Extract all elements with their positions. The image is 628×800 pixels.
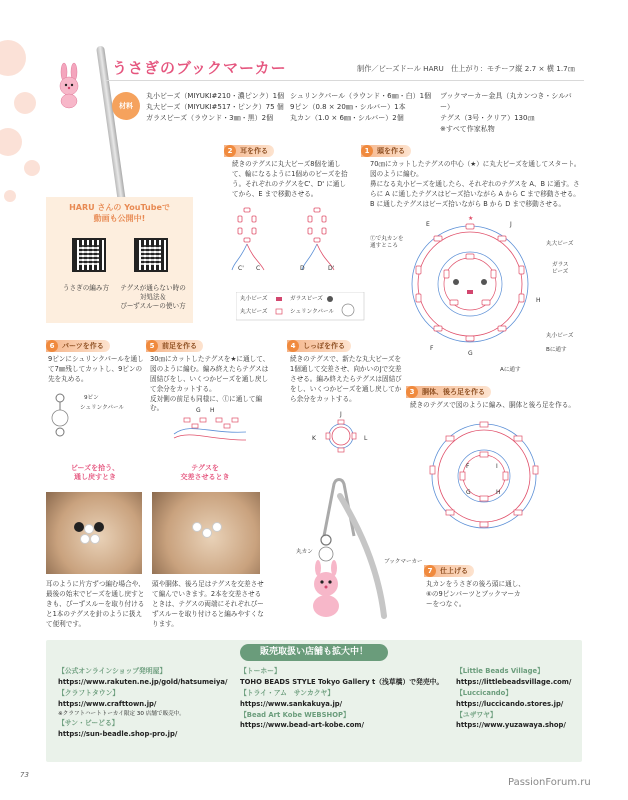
svg-text:G: G	[196, 407, 201, 414]
step-6-text: 9ピンにシュリンクパールを通して7㎜残してカットし、9ピンの先を丸める。	[48, 355, 144, 383]
label-maru-dai: 丸大ビーズ	[546, 241, 574, 247]
label-bookmarker: ブックマーカー	[384, 559, 423, 565]
step-4-header	[287, 340, 351, 352]
shop-list-2	[240, 666, 452, 731]
svg-text:★: ★	[468, 215, 474, 222]
label-maru-ko: 丸小ビーズ	[546, 333, 574, 339]
photo-threading-left	[46, 492, 142, 574]
step-7-header	[424, 565, 474, 577]
material-item: ブックマーカー金具（丸カンつき・シルバー）	[440, 92, 572, 111]
step-3-text: 続きのテグスで図のように編み、胴体と後ろ足を作る。	[410, 401, 575, 409]
materials-badge: 材料	[112, 92, 140, 120]
svg-text:C': C'	[238, 265, 244, 272]
qr-code-icon[interactable]	[134, 238, 168, 272]
svg-text:F: F	[466, 463, 470, 470]
header-divider	[106, 80, 584, 81]
shop-url: TOHO BEADS STYLE Tokyo Gallery t（浅草橋）で発売中。	[240, 677, 444, 686]
materials-list-1	[146, 91, 288, 124]
ear-diagram	[230, 200, 354, 280]
step-label: 頭を作る	[377, 146, 405, 155]
svg-text:L: L	[364, 435, 368, 442]
shop-url[interactable]: https://www.yuzawaya.shop/	[456, 721, 566, 730]
shop-name: 【トーホー】	[240, 667, 281, 675]
decor-bubble	[0, 40, 26, 76]
material-item: 丸小ビーズ（MIYUKI#210・濃ピンク）1個	[146, 92, 285, 100]
materials-list-3	[440, 91, 582, 134]
step-number: 2	[224, 145, 236, 157]
rabbit-charm-image	[50, 62, 90, 110]
front-leg-diagram	[170, 404, 250, 450]
head-diagram	[390, 210, 550, 360]
legend-maru-ko: 丸小ビーズ	[240, 296, 268, 302]
step-1-header	[361, 145, 411, 157]
label-glass: ガラス ビーズ	[552, 262, 569, 276]
shop-url[interactable]: https://luccicando.stores.jp/	[456, 699, 564, 708]
svg-text:D: D	[300, 265, 305, 272]
svg-text:G: G	[466, 489, 471, 496]
shop-list-3	[456, 666, 580, 731]
step-label: パーツを作る	[62, 341, 104, 350]
shop-title-text: 販売取扱い店舗も拡大中！	[240, 644, 388, 661]
page-title: うさぎのブックマーカー	[112, 59, 287, 77]
shop-url[interactable]: https://www.sankakuya.jp/	[240, 699, 343, 708]
label-start-note: Ⓣで丸カンを 通すところ	[370, 236, 404, 250]
label-a-pass: Aに通す	[500, 367, 521, 373]
page-number: 73	[20, 771, 29, 779]
step-number: 6	[46, 340, 58, 352]
shop-name: 【クラフトタウン】	[58, 688, 120, 697]
svg-text:F: F	[430, 345, 434, 352]
svg-text:G: G	[468, 350, 473, 357]
svg-text:D': D'	[328, 265, 335, 272]
svg-text:C: C	[256, 265, 261, 272]
svg-text:H: H	[210, 407, 215, 414]
svg-text:J: J	[510, 221, 512, 228]
step-6-header	[46, 340, 110, 352]
step-number: 7	[424, 565, 436, 577]
step-2-text: 続きのテグスに丸大ビーズ8個を通して、輪になるように1個めのビーズを拾う。それぞれのテグスをC'、D' に通してから、E まで移動させる。	[232, 160, 348, 198]
step-1-text: 70㎝にカットしたテグスの中心（★）に丸大ビーズを通してスタート。図のように編む。 鼻になる丸小ビーズを通したら、それぞれのテグスを A、B に通す。さらに A に通したテグスはビーズ拾いながら A から C まで移動させる。B に通したテグスはビーズ拾いながら B から D まで移動させる。	[370, 160, 581, 208]
material-item: シュリンクパール（ラウンド・6㎜・白）1個	[290, 92, 432, 100]
qr1-caption: うさぎの編み方	[62, 284, 110, 292]
label-b-pass: Bに通す	[546, 347, 567, 353]
tail-diagram	[306, 408, 376, 464]
step-3-header	[406, 386, 491, 398]
shop-title	[46, 644, 582, 661]
material-item: 9ピン（0.8 × 20㎜・シルバー）1本	[290, 102, 406, 111]
step-2-header	[224, 145, 274, 157]
legend-shrink: シュリンクパール	[290, 309, 335, 315]
shop-name: 【サン・ビーどる】	[58, 719, 119, 728]
photo-threading-right	[152, 492, 260, 574]
step-number: 3	[406, 386, 418, 398]
material-item: ガラスビーズ（ラウンド・3㎜・黒）2個	[146, 113, 274, 122]
shop-url[interactable]: https://littlebeadsvillage.com/	[456, 677, 572, 686]
step-label: 仕上げる	[440, 566, 468, 575]
decor-bubble	[24, 160, 40, 176]
maker-info: 制作／ビーズドール HARU 仕上がり：モチーフ縦 2.7 × 横 1.7㎝	[357, 64, 575, 73]
decor-bubble	[4, 190, 16, 202]
step-label: 前足を作る	[162, 341, 197, 350]
step-label: 耳を作る	[240, 146, 268, 155]
shop-name: 【公式オンラインショップ発明屋】	[58, 667, 167, 675]
step-7-text: 丸カンをうさぎの後ろ頭に通し、⑥の9ピンパーツとブックマーカーをつなぐ。	[426, 580, 525, 608]
label-9pin: 9ピン	[84, 395, 99, 401]
material-item: 丸カン（1.0 × 6㎜・シルバー）2個	[290, 113, 404, 122]
step-label: しっぽを作る	[303, 341, 345, 350]
shop-name: 【Luccicando】	[456, 688, 513, 697]
decor-bubble	[0, 128, 22, 156]
shop-name: 【トライ・アム サンカクヤ】	[240, 688, 335, 697]
shop-list-1	[58, 666, 234, 740]
watermark: PassionForum.ru	[508, 777, 591, 788]
shop-url[interactable]: https://www.crafttown.jp/	[58, 699, 157, 708]
shop-url[interactable]: https://www.rakuten.ne.jp/gold/hatsumeiya/	[58, 677, 228, 686]
qr2-caption: テグスが通らない時の 対処法＆ ぴーずスルーの使い方	[120, 284, 186, 310]
shop-name: 【Little Beads Village】	[456, 667, 544, 675]
step-label: 胴体、後ろ足を作る	[422, 387, 485, 396]
step-5-header	[146, 340, 203, 352]
body-diagram	[400, 418, 570, 536]
photo-caption-right: 頭や胴体、後ろ足はテグスを交差させて編んでいきます。2本を交差させるときは、テグスの両端にそれぞれぴーずスルーを取り付けると編みやすくなります。	[152, 580, 264, 628]
qr-code-icon[interactable]	[72, 238, 106, 272]
step-5-text: 30㎝にカットしたテグスを★に通して、図のように編む。編み終えたらテグスは固結びをし、いくつかビーズを通し戻して余分をカットする。 反対側の前足も同様に、Ⓘに通して編む。	[150, 355, 270, 413]
shop-url[interactable]: https://sun-beadle.shop-pro.jp/	[58, 730, 178, 739]
svg-text:H: H	[496, 489, 501, 496]
svg-text:H: H	[536, 297, 541, 304]
shop-note: ※クラフトハートトーカイ限定 30 店舗で販売中。	[58, 710, 185, 717]
legend-maru-dai: 丸大ビーズ	[240, 309, 268, 315]
legend-glass: ガラスビーズ	[290, 296, 323, 302]
youtube-title: HARU さんの YouTubeで 動画も公開中!	[69, 203, 170, 223]
svg-text:K: K	[312, 435, 316, 442]
decor-bubble	[14, 92, 36, 114]
shop-name: 【ユザワヤ】	[456, 710, 497, 719]
label-marukan: 丸カン	[296, 549, 313, 555]
step-number: 1	[361, 145, 373, 157]
svg-text:E: E	[426, 221, 430, 228]
photo-tag-left: ビーズを拾う、 通し戻すとき	[70, 464, 120, 482]
step-number: 4	[287, 340, 299, 352]
material-item: 丸大ビーズ（MIYUKI#517・ピンク）75 個	[146, 102, 284, 111]
step-4-text: 続きのテグスで、新たな丸大ビーズを1個通して交差させ、向かいのJで交差させる。編み終えたらテグスは固結びをし、いくつかビーズを通し戻してから余分をカットする。	[290, 355, 402, 403]
svg-text:I: I	[496, 463, 498, 470]
label-shrink-pearl: シュリンクパール	[80, 405, 125, 411]
material-item: ※すべて作家私物	[440, 124, 495, 133]
material-item: テグス（3号・クリア）130㎝	[440, 113, 535, 122]
materials-list-2	[290, 91, 438, 124]
photo-tag-right: テグスを 交差させるとき	[180, 464, 230, 482]
svg-text:J: J	[340, 411, 342, 418]
shop-url[interactable]: https://www.bead-art-kobe.com/	[240, 721, 364, 730]
step-number: 5	[146, 340, 158, 352]
shop-name: 【Bead Art Kobe WEBSHOP】	[240, 710, 350, 719]
photo-caption-left: 耳のように片方ずつ編む場合や、最後の始末でビーズを通し戻すときも、ぴーずスルーを取り付けると1本のテグスを針のように扱えて便利です。	[46, 580, 145, 628]
